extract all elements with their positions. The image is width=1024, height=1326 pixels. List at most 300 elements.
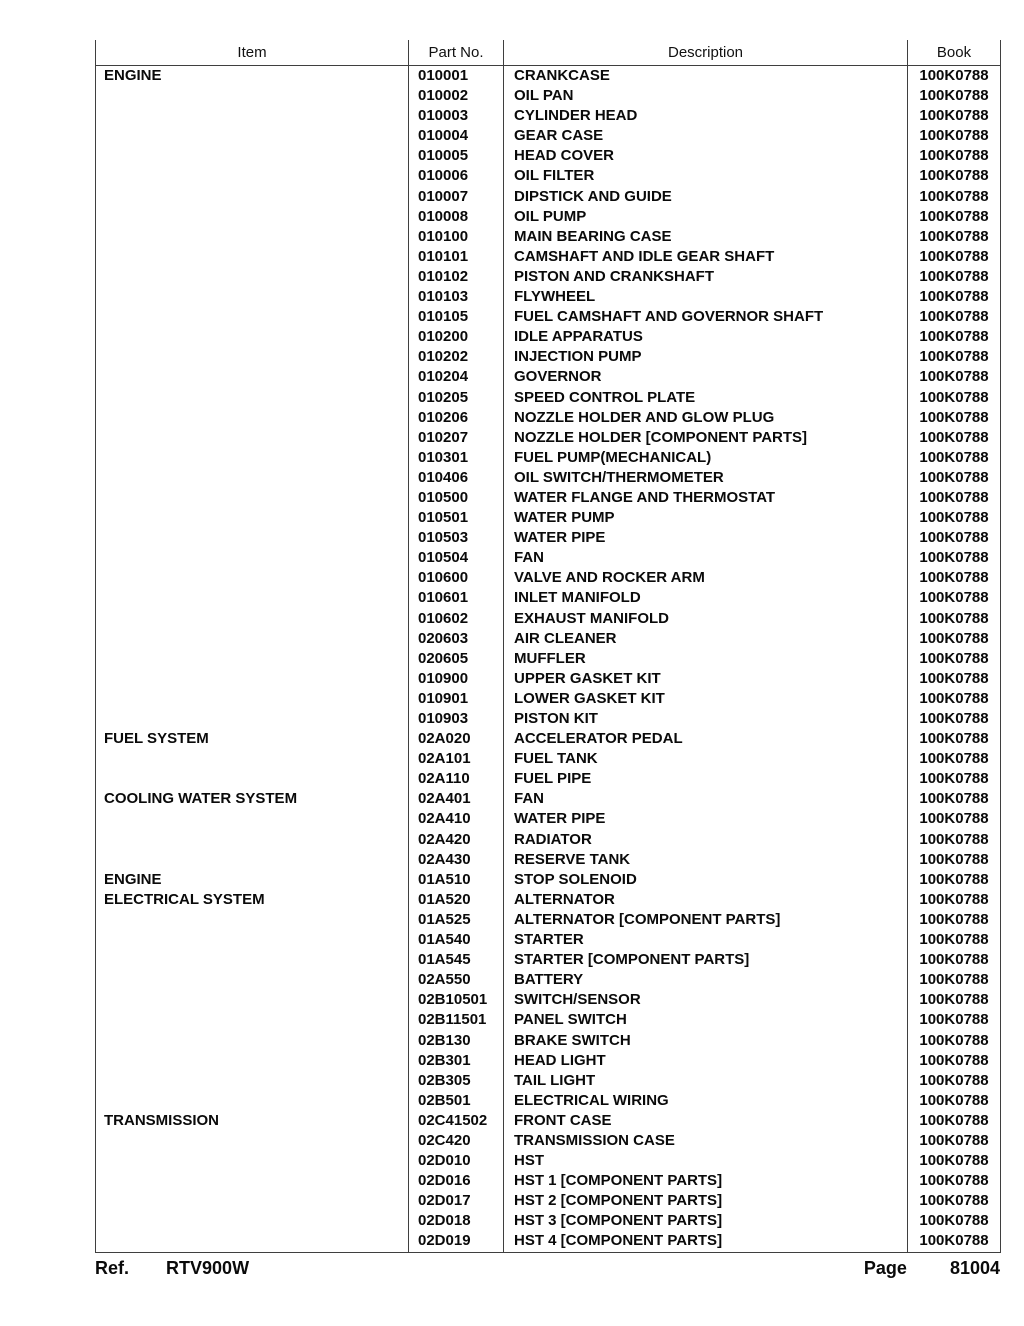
table-row — [96, 789, 1001, 809]
part-no-cell: 02B301 — [409, 1051, 504, 1071]
item-cell — [96, 749, 409, 769]
part-no-cell: 010005 — [409, 146, 504, 166]
table-row — [96, 126, 1001, 146]
table-row — [96, 1091, 1001, 1111]
part-no-cell: 02B130 — [409, 1031, 504, 1051]
table-row — [96, 568, 1001, 588]
item-cell — [96, 307, 409, 327]
item-cell — [96, 267, 409, 287]
description-cell: STOP SOLENOID — [504, 870, 908, 890]
description-cell: WATER PIPE — [504, 528, 908, 548]
part-no-cell: 010406 — [409, 468, 504, 488]
part-no-cell: 010600 — [409, 568, 504, 588]
table-row — [96, 488, 1001, 508]
book-cell: 100K0788 — [908, 307, 1001, 327]
part-no-cell: 010007 — [409, 187, 504, 207]
description-cell: HST 4 [COMPONENT PARTS] — [504, 1231, 908, 1252]
item-cell: ENGINE — [104, 67, 162, 84]
item-cell: FUEL SYSTEM — [104, 730, 209, 748]
description-cell: OIL PAN — [504, 86, 908, 106]
table-row — [96, 609, 1001, 629]
book-cell: 100K0788 — [908, 1111, 1001, 1131]
item-cell — [96, 86, 409, 106]
part-no-cell: 010008 — [409, 207, 504, 227]
book-cell: 100K0788 — [908, 166, 1001, 186]
book-cell: 100K0788 — [908, 388, 1001, 408]
part-no-cell: 02D019 — [409, 1231, 504, 1252]
part-no-cell: 02A550 — [409, 970, 504, 990]
book-cell: 100K0788 — [908, 870, 1001, 890]
ref-label: Ref. — [95, 1258, 130, 1278]
description-cell: BRAKE SWITCH — [504, 1031, 908, 1051]
part-no-cell: 010504 — [409, 548, 504, 568]
table-row — [96, 629, 1001, 649]
book-cell: 100K0788 — [908, 1051, 1001, 1071]
book-cell: 100K0788 — [908, 1010, 1001, 1030]
book-cell: 100K0788 — [908, 468, 1001, 488]
part-no-cell: 02A110 — [409, 769, 504, 789]
description-cell: IDLE APPARATUS — [504, 327, 908, 347]
table-row — [96, 709, 1001, 729]
item-cell — [96, 588, 409, 608]
item-cell — [96, 1010, 409, 1030]
item-cell — [96, 1131, 409, 1151]
book-cell: 100K0788 — [908, 588, 1001, 608]
item-cell — [96, 649, 409, 669]
book-cell: 100K0788 — [908, 146, 1001, 166]
item-cell — [96, 207, 409, 227]
table-row — [96, 468, 1001, 488]
description-cell: LOWER GASKET KIT — [504, 689, 908, 709]
book-cell: 100K0788 — [908, 950, 1001, 970]
description-cell: ACCELERATOR PEDAL — [504, 729, 908, 749]
item-cell — [96, 1231, 409, 1252]
table-row — [96, 950, 1001, 970]
item-cell — [96, 709, 409, 729]
item-cell: TRANSMISSION — [104, 1111, 220, 1129]
item-cell — [96, 1051, 409, 1071]
book-cell: 100K0788 — [908, 709, 1001, 729]
description-cell: NOZZLE HOLDER AND GLOW PLUG — [504, 408, 908, 428]
column-header-item: Item — [96, 40, 409, 66]
page-label: Page — [863, 1258, 907, 1278]
part-no-cell: 010601 — [409, 588, 504, 608]
description-cell: WATER PIPE — [504, 809, 908, 829]
table-row — [96, 809, 1001, 829]
book-cell: 100K0788 — [908, 1131, 1001, 1151]
description-cell: HST 3 [COMPONENT PARTS] — [504, 1211, 908, 1231]
description-cell: BATTERY — [504, 970, 908, 990]
part-no-cell: 010001 — [409, 66, 504, 87]
item-cell — [96, 528, 409, 548]
item-cell — [96, 950, 409, 970]
description-cell: HST 1 [COMPONENT PARTS] — [504, 1171, 908, 1191]
part-no-cell: 010501 — [409, 508, 504, 528]
book-cell: 100K0788 — [908, 568, 1001, 588]
part-no-cell: 010100 — [409, 227, 504, 247]
description-cell: HST — [504, 1151, 908, 1171]
description-cell: FRONT CASE — [504, 1111, 908, 1131]
item-cell — [96, 166, 409, 186]
table-row — [96, 66, 1001, 87]
description-cell: PISTON AND CRANKSHAFT — [504, 267, 908, 287]
book-cell: 100K0788 — [908, 187, 1001, 207]
table-row — [96, 588, 1001, 608]
part-no-cell: 02C41502 — [409, 1111, 504, 1131]
item-cell — [96, 347, 409, 367]
book-cell: 100K0788 — [908, 66, 1001, 87]
table-body — [96, 66, 1001, 1253]
description-cell: CRANKCASE — [504, 66, 908, 87]
item-cell — [96, 830, 409, 850]
description-cell: HST 2 [COMPONENT PARTS] — [504, 1191, 908, 1211]
table-row — [96, 207, 1001, 227]
page-value: 81004 — [949, 1258, 1000, 1278]
description-cell: CYLINDER HEAD — [504, 106, 908, 126]
part-no-cell: 02A420 — [409, 830, 504, 850]
item-cell — [96, 970, 409, 990]
part-no-cell: 010205 — [409, 388, 504, 408]
item-cell — [96, 1091, 409, 1111]
part-no-cell: 010200 — [409, 327, 504, 347]
description-cell: ALTERNATOR — [504, 890, 908, 910]
item-cell — [96, 388, 409, 408]
table-row — [96, 327, 1001, 347]
table-row — [96, 146, 1001, 166]
table-row — [96, 1031, 1001, 1051]
description-cell: FUEL PIPE — [504, 769, 908, 789]
book-cell: 100K0788 — [908, 367, 1001, 387]
description-cell: INJECTION PUMP — [504, 347, 908, 367]
description-cell: MAIN BEARING CASE — [504, 227, 908, 247]
item-cell — [96, 568, 409, 588]
column-header-description: Description — [504, 40, 908, 66]
part-no-cell: 010900 — [409, 669, 504, 689]
book-cell: 100K0788 — [908, 1191, 1001, 1211]
part-no-cell: 01A545 — [409, 950, 504, 970]
description-cell: DIPSTICK AND GUIDE — [504, 187, 908, 207]
table-row — [96, 267, 1001, 287]
table-row — [96, 187, 1001, 207]
part-no-cell: 02C420 — [409, 1131, 504, 1151]
book-cell: 100K0788 — [908, 106, 1001, 126]
book-cell: 100K0788 — [908, 267, 1001, 287]
item-cell — [96, 1171, 409, 1191]
description-cell: SPEED CONTROL PLATE — [504, 388, 908, 408]
book-cell: 100K0788 — [908, 830, 1001, 850]
table-row — [96, 870, 1001, 890]
description-cell: FLYWHEEL — [504, 287, 908, 307]
reference — [95, 1258, 249, 1279]
part-no-cell: 02B11501 — [409, 1010, 504, 1030]
table-row — [96, 1131, 1001, 1151]
item-cell: COOLING WATER SYSTEM — [104, 790, 298, 808]
description-cell: AIR CLEANER — [504, 629, 908, 649]
part-no-cell: 010102 — [409, 267, 504, 287]
book-cell: 100K0788 — [908, 86, 1001, 106]
description-cell: FUEL PUMP(MECHANICAL) — [504, 448, 908, 468]
book-cell: 100K0788 — [908, 609, 1001, 629]
item-cell: ENGINE — [104, 870, 162, 888]
item-cell — [96, 428, 409, 448]
description-cell: FAN — [504, 789, 908, 809]
part-no-cell: 010105 — [409, 307, 504, 327]
table-row — [96, 448, 1001, 468]
description-cell: RADIATOR — [504, 830, 908, 850]
book-cell: 100K0788 — [908, 126, 1001, 146]
item-cell — [96, 227, 409, 247]
part-no-cell: 02A410 — [409, 809, 504, 829]
item-cell — [96, 287, 409, 307]
item-cell — [96, 247, 409, 267]
description-cell: GOVERNOR — [504, 367, 908, 387]
item-cell — [96, 609, 409, 629]
part-no-cell: 010204 — [409, 367, 504, 387]
table-row — [96, 86, 1001, 106]
table-row — [96, 850, 1001, 870]
table-row — [96, 428, 1001, 448]
description-cell: OIL PUMP — [504, 207, 908, 227]
item-cell — [96, 1151, 409, 1171]
description-cell: INLET MANIFOLD — [504, 588, 908, 608]
book-cell: 100K0788 — [908, 1091, 1001, 1111]
part-no-cell: 02A401 — [409, 789, 504, 809]
book-cell: 100K0788 — [908, 508, 1001, 528]
part-no-cell: 02A430 — [409, 850, 504, 870]
part-no-cell: 010903 — [409, 709, 504, 729]
part-no-cell: 02D016 — [409, 1171, 504, 1191]
description-cell: FAN — [504, 548, 908, 568]
part-no-cell: 02D018 — [409, 1211, 504, 1231]
description-cell: TAIL LIGHT — [504, 1071, 908, 1091]
description-cell: ELECTRICAL WIRING — [504, 1091, 908, 1111]
book-cell: 100K0788 — [908, 1231, 1001, 1252]
item-cell — [96, 448, 409, 468]
book-cell: 100K0788 — [908, 488, 1001, 508]
description-cell: VALVE AND ROCKER ARM — [504, 568, 908, 588]
table-row — [96, 508, 1001, 528]
table-row — [96, 669, 1001, 689]
item-cell — [96, 126, 409, 146]
item-cell — [96, 629, 409, 649]
book-cell: 100K0788 — [908, 850, 1001, 870]
table-header — [96, 40, 1001, 66]
table-row — [96, 1211, 1001, 1231]
table-row — [96, 1071, 1001, 1091]
item-cell — [96, 367, 409, 387]
book-cell: 100K0788 — [908, 528, 1001, 548]
book-cell: 100K0788 — [908, 1031, 1001, 1051]
part-no-cell: 010202 — [409, 347, 504, 367]
part-no-cell: 010207 — [409, 428, 504, 448]
description-cell: FUEL TANK — [504, 749, 908, 769]
book-cell: 100K0788 — [908, 287, 1001, 307]
table-row — [96, 1051, 1001, 1071]
description-cell: HEAD LIGHT — [504, 1051, 908, 1071]
description-cell: ALTERNATOR [COMPONENT PARTS] — [504, 910, 908, 930]
item-cell — [96, 689, 409, 709]
description-cell: EXHAUST MANIFOLD — [504, 609, 908, 629]
book-cell: 100K0788 — [908, 809, 1001, 829]
table-row — [96, 388, 1001, 408]
item-cell — [96, 1191, 409, 1211]
part-no-cell: 01A520 — [409, 890, 504, 910]
book-cell: 100K0788 — [908, 890, 1001, 910]
book-cell: 100K0788 — [908, 729, 1001, 749]
description-cell: GEAR CASE — [504, 126, 908, 146]
table-row — [96, 307, 1001, 327]
item-cell — [96, 1071, 409, 1091]
description-cell: WATER FLANGE AND THERMOSTAT — [504, 488, 908, 508]
item-cell — [96, 408, 409, 428]
part-no-cell: 010500 — [409, 488, 504, 508]
part-no-cell: 02A020 — [409, 729, 504, 749]
table-row — [96, 1231, 1001, 1252]
item-cell — [96, 488, 409, 508]
table-row — [96, 227, 1001, 247]
table-row — [96, 166, 1001, 186]
table-row — [96, 247, 1001, 267]
item-cell — [96, 508, 409, 528]
description-cell: SWITCH/SENSOR — [504, 990, 908, 1010]
part-no-cell: 020603 — [409, 629, 504, 649]
item-cell — [96, 1031, 409, 1051]
description-cell: NOZZLE HOLDER [COMPONENT PARTS] — [504, 428, 908, 448]
table-row — [96, 749, 1001, 769]
book-cell: 100K0788 — [908, 1151, 1001, 1171]
book-cell: 100K0788 — [908, 990, 1001, 1010]
description-cell: RESERVE TANK — [504, 850, 908, 870]
table-row — [96, 649, 1001, 669]
book-cell: 100K0788 — [908, 910, 1001, 930]
table-row — [96, 367, 1001, 387]
book-cell: 100K0788 — [908, 408, 1001, 428]
item-cell — [96, 910, 409, 930]
book-cell: 100K0788 — [908, 548, 1001, 568]
table-row — [96, 408, 1001, 428]
table-row — [96, 890, 1001, 910]
item-cell — [96, 669, 409, 689]
book-cell: 100K0788 — [908, 327, 1001, 347]
table-row — [96, 990, 1001, 1010]
book-cell: 100K0788 — [908, 930, 1001, 950]
item-cell — [96, 548, 409, 568]
part-no-cell: 010301 — [409, 448, 504, 468]
part-no-cell: 010004 — [409, 126, 504, 146]
part-no-cell: 01A525 — [409, 910, 504, 930]
column-header-part-no: Part No. — [409, 40, 504, 66]
book-cell: 100K0788 — [908, 1071, 1001, 1091]
table-row — [96, 1151, 1001, 1171]
book-cell: 100K0788 — [908, 749, 1001, 769]
description-cell: CAMSHAFT AND IDLE GEAR SHAFT — [504, 247, 908, 267]
table-row — [96, 1191, 1001, 1211]
page-footer — [95, 1258, 1000, 1279]
part-no-cell: 010003 — [409, 106, 504, 126]
table-row — [96, 910, 1001, 930]
column-header-book: Book — [908, 40, 1001, 66]
book-cell: 100K0788 — [908, 669, 1001, 689]
item-cell — [96, 327, 409, 347]
description-cell: OIL FILTER — [504, 166, 908, 186]
item-cell — [96, 809, 409, 829]
part-no-cell: 02B305 — [409, 1071, 504, 1091]
description-cell: TRANSMISSION CASE — [504, 1131, 908, 1151]
item-cell — [96, 146, 409, 166]
table-row — [96, 930, 1001, 950]
description-cell: PANEL SWITCH — [504, 1010, 908, 1030]
table-row — [96, 528, 1001, 548]
book-cell: 100K0788 — [908, 629, 1001, 649]
part-no-cell: 02B10501 — [409, 990, 504, 1010]
description-cell: WATER PUMP — [504, 508, 908, 528]
book-cell: 100K0788 — [908, 428, 1001, 448]
book-cell: 100K0788 — [908, 347, 1001, 367]
part-no-cell: 010602 — [409, 609, 504, 629]
table-row — [96, 689, 1001, 709]
description-cell: PISTON KIT — [504, 709, 908, 729]
book-cell: 100K0788 — [908, 448, 1001, 468]
table-row — [96, 1010, 1001, 1030]
item-cell — [96, 850, 409, 870]
part-no-cell: 02D010 — [409, 1151, 504, 1171]
description-cell: UPPER GASKET KIT — [504, 669, 908, 689]
parts-table — [95, 40, 1001, 1253]
book-cell: 100K0788 — [908, 207, 1001, 227]
part-no-cell: 010503 — [409, 528, 504, 548]
item-cell — [96, 769, 409, 789]
part-no-cell: 02B501 — [409, 1091, 504, 1111]
table-row — [96, 1171, 1001, 1191]
item-cell — [96, 468, 409, 488]
table-row — [96, 769, 1001, 789]
part-no-cell: 010002 — [409, 86, 504, 106]
book-cell: 100K0788 — [908, 1171, 1001, 1191]
item-cell: ELECTRICAL SYSTEM — [104, 890, 265, 908]
part-no-cell: 010206 — [409, 408, 504, 428]
book-cell: 100K0788 — [908, 1211, 1001, 1231]
part-no-cell: 020605 — [409, 649, 504, 669]
part-no-cell: 010103 — [409, 287, 504, 307]
part-no-cell: 010006 — [409, 166, 504, 186]
table-row — [96, 347, 1001, 367]
table-row — [96, 287, 1001, 307]
part-no-cell: 02D017 — [409, 1191, 504, 1211]
description-cell: STARTER — [504, 930, 908, 950]
book-cell: 100K0788 — [908, 649, 1001, 669]
part-no-cell: 02A101 — [409, 749, 504, 769]
page-number — [864, 1258, 1000, 1279]
description-cell: OIL SWITCH/THERMOMETER — [504, 468, 908, 488]
table-row — [96, 830, 1001, 850]
item-cell — [96, 990, 409, 1010]
description-cell: HEAD COVER — [504, 146, 908, 166]
book-cell: 100K0788 — [908, 227, 1001, 247]
table-row — [96, 729, 1001, 749]
book-cell: 100K0788 — [908, 247, 1001, 267]
table-row — [96, 106, 1001, 126]
book-cell: 100K0788 — [908, 789, 1001, 809]
description-cell: STARTER [COMPONENT PARTS] — [504, 950, 908, 970]
part-no-cell: 01A510 — [409, 870, 504, 890]
item-cell — [96, 1211, 409, 1231]
item-cell — [96, 930, 409, 950]
description-cell: MUFFLER — [504, 649, 908, 669]
table-row — [96, 1111, 1001, 1131]
item-cell — [96, 187, 409, 207]
table-row — [96, 970, 1001, 990]
book-cell: 100K0788 — [908, 769, 1001, 789]
